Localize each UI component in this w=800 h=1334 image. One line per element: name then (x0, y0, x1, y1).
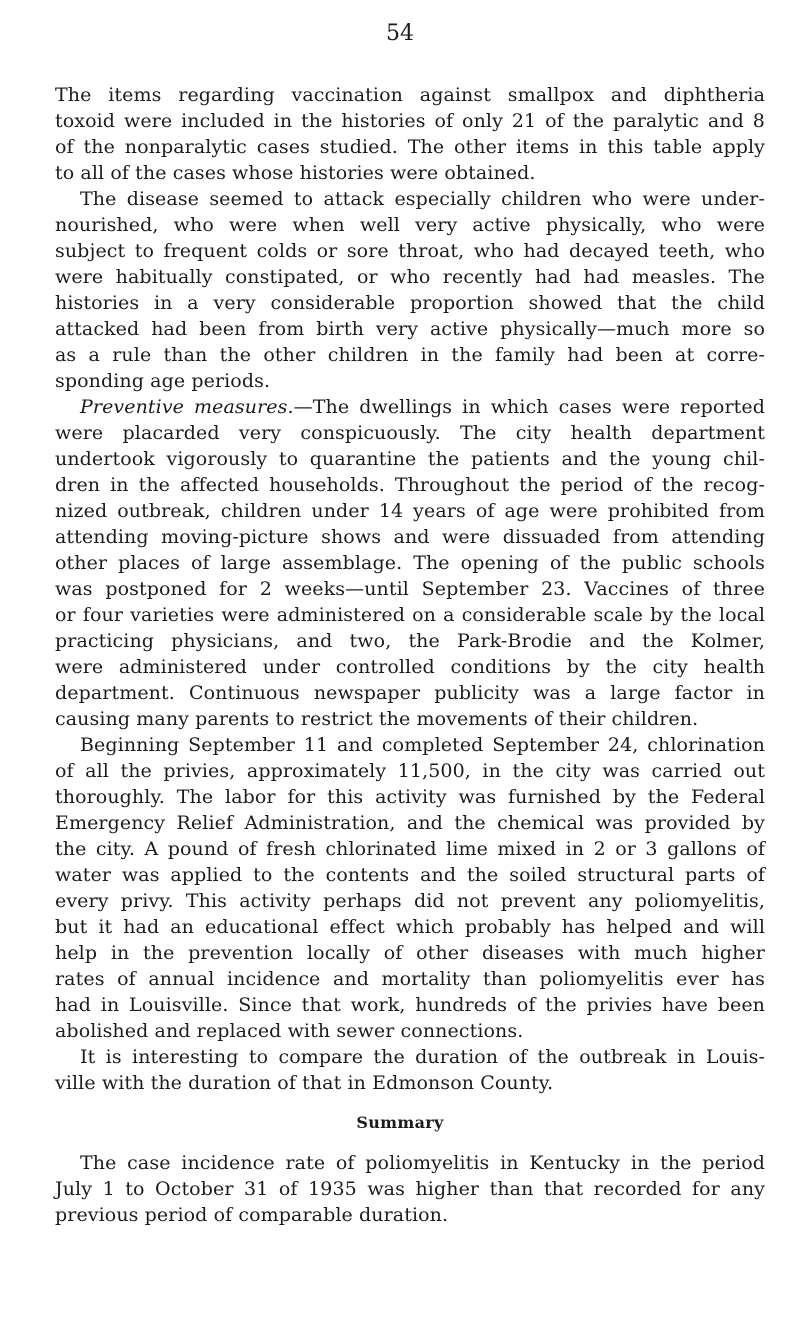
text-line: other places of large assemblage. The opening of the public schools (55, 552, 765, 574)
text-line: department. Continuous newspaper publicity was a large factor in (55, 682, 765, 704)
text-line: Beginning September 11 and completed September 24, chlorination (80, 734, 765, 756)
text-line: rates of annual incidence and mortality than poliomyelitis ever has (55, 968, 765, 990)
text-line: The items regarding vaccination against smallpox and diphtheria (55, 84, 765, 106)
text-line: dren in the affected households. Throughout the period of the recog- (55, 474, 765, 496)
text-line: but it had an educational effect which probably has helped and will (55, 916, 765, 938)
text-line: The disease seemed to attack especially children who were under- (80, 188, 765, 210)
text-line: thoroughly. The labor for this activity was furnished by the Federal (55, 786, 765, 808)
text-line: help in the prevention locally of other diseases with much higher (55, 942, 765, 964)
text-line: was postponed for 2 weeks—until September 23. Vaccines of three (55, 578, 765, 600)
text-line: of all the privies, approximately 11,500, in the city was carried out (55, 760, 765, 782)
text-line: had in Louisville. Since that work, hundreds of the privies have been (55, 994, 765, 1016)
section-lead-italic: Preventive measures. (80, 396, 294, 418)
text-line: every privy. This activity perhaps did not prevent any poliomyelitis, (55, 890, 765, 912)
text-line: or four varieties were administered on a considerable scale by the local (55, 604, 765, 626)
text-line (80, 394, 765, 420)
text-line: the city. A pound of fresh chlorinated lime mixed in 2 or 3 gallons of (55, 838, 765, 860)
text-line: were administered under controlled conditions by the city health (55, 656, 765, 678)
summary-heading: Summary (356, 1113, 444, 1132)
text-line: to all of the cases whose histories were obtained. (55, 162, 536, 184)
text-line: as a rule than the other children in the family had been at corre- (55, 344, 765, 366)
text-line: water was applied to the contents and the soiled structural parts of (55, 864, 765, 886)
text-line: undertook vigorously to quarantine the patients and the young chil- (55, 448, 765, 470)
text-line: causing many parents to restrict the movements of their children. (55, 708, 699, 730)
text-line: of the nonparalytic cases studied. The other items in this table apply (55, 136, 765, 158)
page-number: 54 (386, 21, 414, 46)
text-line: were placarded very conspicuously. The city health department (55, 422, 765, 444)
text-line: subject to frequent colds or sore throat, who had decayed teeth, who (55, 240, 765, 262)
text-line: The case incidence rate of poliomyelitis in Kentucky in the period (80, 1152, 765, 1174)
text-line: histories in a very considerable proportion showed that the child (55, 292, 765, 314)
text-line: toxoid were included in the histories of only 21 of the paralytic and 8 (55, 110, 765, 132)
text-line: nourished, who were when well very active physically, who were (55, 214, 765, 236)
text-line: Emergency Relief Administration, and the chemical was provided by (55, 812, 765, 834)
text-line: attending moving-picture shows and were dissuaded from attending (55, 526, 765, 548)
text-span: —The dwellings in which cases were reported (293, 396, 765, 418)
text-line: nized outbreak, children under 14 years of age were prohibited from (55, 500, 765, 522)
text-line: July 1 to October 31 of 1935 was higher than that recorded for any (55, 1178, 765, 1200)
text-line: ville with the duration of that in Edmonson County. (55, 1072, 554, 1094)
text-line: practicing physicians, and two, the Park-Brodie and the Kolmer, (55, 630, 765, 652)
text-line: sponding age periods. (55, 370, 271, 392)
text-line: abolished and replaced with sewer connections. (55, 1020, 524, 1042)
text-line: attacked had been from birth very active physically—much more so (55, 318, 765, 340)
text-line: were habitually constipated, or who recently had had measles. The (55, 266, 765, 288)
text-line: It is interesting to compare the duration of the outbreak in Louis- (80, 1046, 765, 1068)
text-line: previous period of comparable duration. (55, 1204, 449, 1226)
